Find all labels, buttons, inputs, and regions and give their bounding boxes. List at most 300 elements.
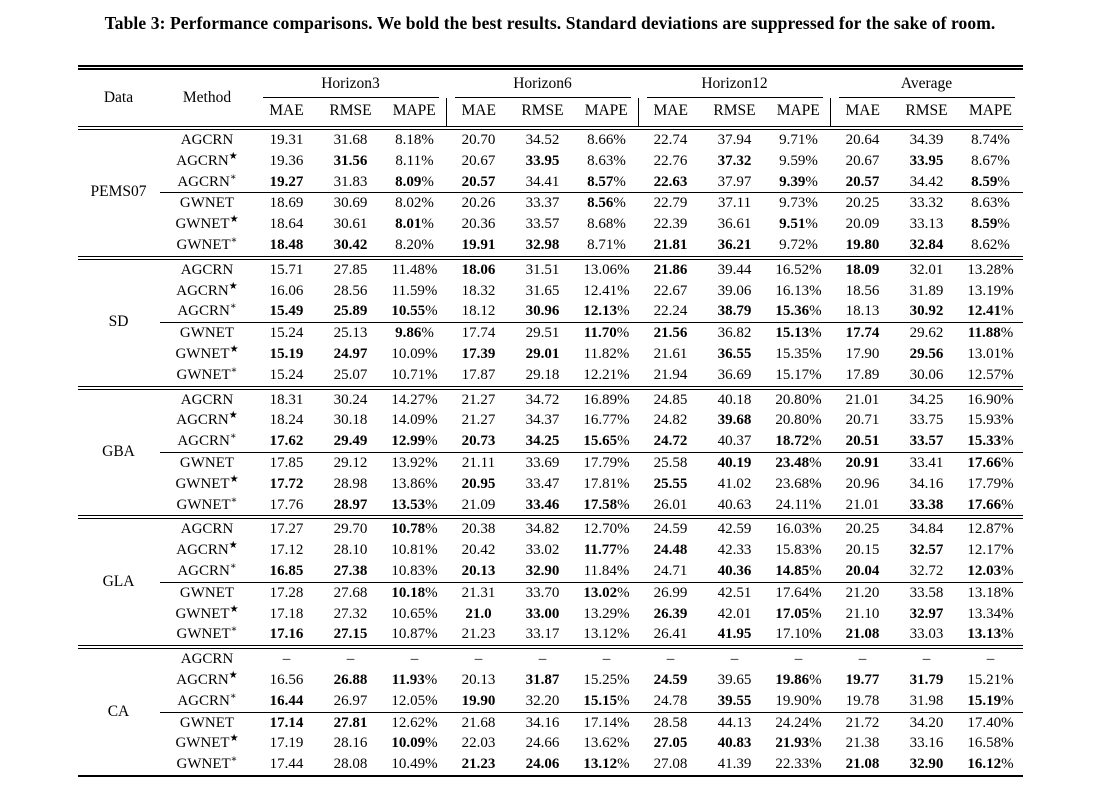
metric-value: 16.58% (967, 735, 1014, 752)
metric-value: 24.24% (767, 712, 831, 733)
metric-value: – (767, 647, 831, 670)
metric-value: 12.13% (583, 303, 630, 320)
metric-value: 30.61 (333, 216, 368, 233)
star-marker: ★ (229, 343, 239, 355)
metric-value: 27.85 (319, 258, 383, 281)
metric-value: 8.56% (575, 193, 639, 214)
metric-value: 12.87% (959, 517, 1023, 540)
metric-value: 21.20 (831, 582, 895, 603)
metric-value: 22.79 (639, 193, 703, 214)
method-label: GWNET∗ (176, 624, 238, 643)
metric-value: – (831, 647, 895, 670)
metric-value: 15.24 (255, 323, 319, 344)
metric-value: 20.26 (447, 193, 511, 214)
metric-value: 8.02% (383, 193, 447, 214)
metric-value: 15.35% (775, 345, 822, 362)
metric-value: 29.12 (319, 452, 383, 473)
star-marker: ★ (228, 410, 238, 422)
metric-value: 34.37 (525, 412, 560, 429)
metric-value: 15.15% (583, 692, 630, 709)
metric-value: 11.88% (959, 323, 1023, 344)
metric-value: 29.49 (333, 433, 368, 450)
metric-value: 23.48% (767, 452, 831, 473)
metric-value: 12.05% (391, 692, 438, 709)
metric-value: 21.11 (447, 452, 511, 473)
metric-value: 8.59% (971, 173, 1010, 190)
metric-value: 17.12 (269, 542, 304, 559)
method-label: GWNET∗ (176, 364, 238, 383)
metric-value: 24.06 (525, 756, 560, 773)
metric-value: 22.03 (461, 735, 496, 752)
metric-value: 17.66% (959, 452, 1023, 473)
col-group-average-label: Average (839, 75, 1015, 98)
metric-value: 21.10 (845, 605, 880, 622)
table-row (78, 193, 1023, 214)
col-header-rmse: RMSE (319, 98, 383, 128)
col-group-horizon6 (447, 68, 639, 99)
metric-value: 17.40% (959, 712, 1023, 733)
metric-value: 34.20 (895, 712, 959, 733)
asterisk-marker: ∗ (230, 754, 238, 766)
metric-value: 19.86% (775, 671, 822, 688)
metric-value: 13.18% (959, 582, 1023, 603)
metric-value: 10.55% (391, 303, 438, 320)
metric-value: 8.67% (971, 152, 1010, 169)
metric-value: 32.20 (525, 692, 560, 709)
metric-value: 20.42 (461, 542, 496, 559)
metric-value: 33.41 (895, 452, 959, 473)
metric-value: 25.55 (653, 475, 688, 492)
metric-value: 17.19 (269, 735, 304, 752)
metric-value: – (319, 647, 383, 670)
metric-value: 13.34% (967, 605, 1014, 622)
metric-value: 20.25 (831, 193, 895, 214)
table-row (78, 582, 1023, 603)
metric-value: 17.74 (447, 323, 511, 344)
metric-value: 12.62% (383, 712, 447, 733)
metric-value: 13.13% (967, 626, 1014, 643)
metric-value: 39.55 (717, 692, 752, 709)
metric-value: 32.01 (895, 258, 959, 281)
metric-value: 30.42 (333, 236, 368, 253)
table-row (78, 388, 1023, 411)
metric-value: 41.02 (717, 475, 752, 492)
metric-value: 16.03% (767, 517, 831, 540)
metric-value: 18.69 (255, 193, 319, 214)
metric-value: 19.27 (269, 173, 304, 190)
metric-value: 19.91 (461, 236, 496, 253)
table-row (78, 452, 1023, 473)
metric-value: 13.19% (967, 282, 1014, 299)
metric-value: 18.31 (255, 388, 319, 411)
method-label: AGCRN∗ (177, 171, 237, 190)
metric-value: 20.96 (845, 475, 880, 492)
metric-value: 9.59% (779, 152, 818, 169)
metric-value: 10.18% (383, 582, 447, 603)
metric-value: 15.17% (775, 366, 822, 383)
metric-value: 16.85 (269, 562, 304, 579)
metric-value: 15.13% (767, 323, 831, 344)
metric-value: 21.93% (775, 735, 822, 752)
metric-value: 31.83 (333, 173, 368, 190)
metric-value: 29.62 (895, 323, 959, 344)
asterisk-marker: ∗ (230, 234, 238, 246)
metric-value: 21.01 (831, 388, 895, 411)
metric-value: 36.69 (717, 366, 752, 383)
metric-value: 20.57 (461, 173, 496, 190)
star-marker: ★ (229, 214, 239, 226)
metric-value: 30.69 (319, 193, 383, 214)
metric-value: 18.56 (845, 282, 880, 299)
metric-value: 14.09% (391, 412, 438, 429)
metric-value: 19.77 (845, 671, 880, 688)
metric-value: – (959, 647, 1023, 670)
metric-value: 24.48 (653, 542, 688, 559)
metric-value: 11.70% (575, 323, 639, 344)
asterisk-marker: ∗ (229, 560, 237, 572)
asterisk-marker: ∗ (230, 364, 238, 376)
metric-value: 32.90 (909, 756, 944, 773)
metric-value: 17.89 (845, 366, 880, 383)
metric-value: 42.59 (703, 517, 767, 540)
metric-value: 27.08 (653, 756, 688, 773)
metric-value: 33.37 (511, 193, 575, 214)
metric-value: 28.08 (333, 756, 368, 773)
metric-value: 21.56 (639, 323, 703, 344)
metric-value: 13.12% (583, 626, 630, 643)
metric-value: 12.99% (391, 433, 438, 450)
metric-value: 21.23 (461, 626, 496, 643)
metric-value: 9.39% (779, 173, 818, 190)
metric-value: 8.62% (971, 236, 1010, 253)
metric-value: – (575, 647, 639, 670)
metric-value: 21.61 (653, 345, 688, 362)
metric-value: 16.77% (583, 412, 630, 429)
metric-value: 13.62% (583, 735, 630, 752)
metric-value: 11.77% (583, 542, 630, 559)
metric-value: 15.71 (255, 258, 319, 281)
table-row (78, 235, 1023, 258)
metric-value: 8.01% (395, 216, 434, 233)
col-group-horizon12 (639, 68, 831, 99)
metric-value: 14.27% (383, 388, 447, 411)
method-label: AGCRN∗ (177, 560, 237, 579)
metric-value: – (383, 647, 447, 670)
metric-value: 33.69 (511, 452, 575, 473)
table-row (78, 301, 1023, 322)
metric-value: 17.58% (583, 496, 630, 513)
method-label: GWNET (160, 582, 255, 603)
metric-value: 34.84 (895, 517, 959, 540)
metric-value: 34.72 (511, 388, 575, 411)
metric-value: 26.01 (653, 496, 688, 513)
metric-value: 13.29% (583, 605, 630, 622)
metric-value: 15.25% (583, 671, 630, 688)
metric-value: 18.32 (461, 282, 496, 299)
metric-value: 33.70 (511, 582, 575, 603)
metric-value: 15.33% (967, 433, 1014, 450)
metric-value: 26.88 (333, 671, 368, 688)
metric-value: 18.06 (447, 258, 511, 281)
metric-value: 33.46 (525, 496, 560, 513)
metric-value: 8.66% (587, 132, 626, 148)
metric-value: 18.64 (269, 216, 304, 233)
asterisk-marker: ∗ (229, 301, 237, 313)
metric-value: 18.48 (269, 236, 304, 253)
star-marker: ★ (229, 733, 239, 745)
metric-value: 20.25 (831, 517, 895, 540)
table-row (78, 540, 1023, 561)
dataset-label: PEMS07 (90, 183, 147, 201)
metric-value: 17.44 (269, 756, 304, 773)
metric-value: 17.18 (269, 605, 304, 622)
metric-value: 20.51 (845, 433, 880, 450)
metric-value: 29.70 (319, 517, 383, 540)
metric-value: 24.71 (653, 562, 688, 579)
metric-value: 26.97 (333, 692, 368, 709)
metric-value: 10.09% (391, 735, 438, 752)
col-header-mape: MAPE (575, 98, 639, 128)
metric-value: 21.27 (447, 388, 511, 411)
metric-value: 20.80% (775, 412, 822, 429)
metric-value: 8.57% (587, 173, 626, 190)
metric-value: 11.59% (391, 282, 438, 299)
star-marker: ★ (229, 473, 239, 485)
metric-value: 10.49% (391, 756, 438, 773)
star-marker: ★ (228, 280, 238, 292)
col-header-rmse: RMSE (895, 98, 959, 128)
metric-value: 16.56 (269, 671, 304, 688)
metric-value: 21.08 (845, 756, 880, 773)
metric-value: 8.71% (587, 236, 626, 253)
metric-value: 37.32 (717, 152, 752, 169)
metric-value: 21.23 (461, 756, 496, 773)
star-marker: ★ (229, 603, 239, 615)
star-marker: ★ (228, 669, 238, 681)
metric-value: 8.68% (587, 216, 626, 233)
method-label: AGCRN (180, 132, 234, 148)
metric-value: 32.72 (909, 562, 944, 579)
metric-value: 17.10% (775, 626, 822, 643)
method-label: GWNET★ (175, 603, 239, 622)
metric-value: 31.56 (333, 152, 368, 169)
metric-value: 31.79 (909, 671, 944, 688)
col-header-mape: MAPE (767, 98, 831, 128)
metric-value: 40.83 (717, 735, 752, 752)
method-label: AGCRN (160, 647, 255, 670)
metric-value: 33.03 (909, 626, 944, 643)
metric-value: 15.19% (967, 692, 1014, 709)
metric-value: 9.86% (383, 323, 447, 344)
metric-value: 8.59% (971, 216, 1010, 233)
col-header-mape: MAPE (383, 98, 447, 128)
metric-value: – (703, 647, 767, 670)
table-row (78, 474, 1023, 495)
metric-value: 27.15 (333, 626, 368, 643)
metric-value: 15.19 (269, 345, 304, 362)
metric-value: 16.12% (967, 756, 1014, 773)
metric-value: 18.72% (775, 433, 822, 450)
metric-value: 21.31 (447, 582, 511, 603)
metric-value: 17.39 (461, 345, 496, 362)
metric-value: 21.68 (447, 712, 511, 733)
metric-value: 20.36 (461, 216, 496, 233)
metric-value: 32.57 (909, 542, 944, 559)
metric-value: 17.28 (255, 582, 319, 603)
asterisk-marker: ∗ (230, 624, 238, 636)
table-row (78, 128, 1023, 151)
table-row (78, 712, 1023, 733)
metric-value: 15.24 (269, 366, 304, 383)
metric-value: 11.93% (391, 671, 438, 688)
metric-value: 40.36 (717, 562, 752, 579)
table-row (78, 214, 1023, 235)
metric-value: 12.41% (583, 282, 630, 299)
metric-value: 26.39 (653, 605, 688, 622)
metric-value: 33.75 (909, 412, 944, 429)
metric-value: 19.90% (775, 692, 822, 709)
metric-value: 24.78 (653, 692, 688, 709)
metric-value: 27.68 (319, 582, 383, 603)
metric-value: 34.41 (525, 173, 560, 190)
metric-value: 28.97 (333, 496, 368, 513)
method-label: GWNET (160, 193, 255, 214)
metric-value: 12.70% (575, 517, 639, 540)
method-label: AGCRN★ (176, 669, 238, 688)
metric-value: 17.14 (255, 712, 319, 733)
metric-value: 33.02 (525, 542, 560, 559)
metric-value: 21.38 (845, 735, 880, 752)
metric-value: 42.33 (717, 542, 752, 559)
metric-value: 31.65 (525, 282, 560, 299)
metric-value: 20.09 (845, 216, 880, 233)
col-header-mape: MAPE (959, 98, 1023, 128)
table-row (78, 365, 1023, 388)
dataset-label: CA (78, 647, 160, 776)
metric-value: 32.90 (525, 562, 560, 579)
metric-value: 21.27 (461, 412, 496, 429)
metric-value: 17.79% (575, 452, 639, 473)
metric-value: 24.66 (525, 735, 560, 752)
metric-value: 11.84% (583, 562, 630, 579)
metric-value: 22.67 (653, 282, 688, 299)
metric-value: 17.87 (461, 366, 496, 383)
metric-value: 33.58 (895, 582, 959, 603)
metric-value: 20.80% (767, 388, 831, 411)
method-label: AGCRN★ (176, 280, 238, 299)
star-marker: ★ (228, 150, 238, 162)
metric-value: 21.81 (653, 236, 688, 253)
table-row (78, 495, 1023, 518)
metric-value: 33.47 (525, 475, 560, 492)
table-row (78, 172, 1023, 193)
metric-value: 33.13 (909, 216, 944, 233)
metric-value: 19.80 (845, 236, 880, 253)
col-header-mae: MAE (639, 98, 703, 128)
metric-value: 28.58 (639, 712, 703, 733)
metric-value: 27.05 (653, 735, 688, 752)
metric-value: 34.52 (525, 132, 560, 148)
metric-value: 34.25 (525, 433, 560, 450)
star-marker: ★ (228, 540, 238, 552)
metric-value: 33.32 (895, 193, 959, 214)
method-label: GWNET (160, 323, 255, 344)
metric-value: 12.41% (967, 303, 1014, 320)
metric-value: 28.56 (333, 282, 368, 299)
metric-value: 25.58 (639, 452, 703, 473)
metric-value: 17.66% (967, 496, 1014, 513)
metric-value: 8.09% (395, 173, 434, 190)
metric-value: 34.39 (909, 132, 944, 148)
metric-value: 34.82 (511, 517, 575, 540)
metric-value: 9.51% (779, 216, 818, 233)
metric-value: 28.16 (333, 735, 368, 752)
metric-value: 19.78 (845, 692, 880, 709)
metric-value: 22.39 (653, 216, 688, 233)
metric-value: 15.21% (967, 671, 1014, 688)
metric-value: 21.09 (461, 496, 496, 513)
metric-value: 9.73% (767, 193, 831, 214)
metric-value: 17.74 (831, 323, 895, 344)
metric-value: 27.38 (333, 562, 368, 579)
metric-value: 30.96 (525, 303, 560, 320)
metric-value: – (255, 647, 319, 670)
asterisk-marker: ∗ (229, 171, 237, 183)
metric-value: 34.16 (909, 475, 944, 492)
metric-value: 38.79 (717, 303, 752, 320)
metric-value: 37.94 (717, 132, 752, 148)
metric-value: 10.65% (391, 605, 438, 622)
method-label: GWNET∗ (176, 234, 238, 253)
metric-value: 20.70 (461, 132, 496, 148)
metric-value: 15.93% (967, 412, 1014, 429)
metric-value: 17.64% (767, 582, 831, 603)
metric-value: 20.95 (461, 475, 496, 492)
metric-value: 44.13 (703, 712, 767, 733)
metric-value: 26.41 (653, 626, 688, 643)
col-header-method: Method (160, 68, 255, 129)
metric-value: 36.21 (717, 236, 752, 253)
col-header-rmse: RMSE (703, 98, 767, 128)
metric-value: 40.63 (717, 496, 752, 513)
metric-value: 20.38 (447, 517, 511, 540)
header-group-row (78, 68, 1023, 99)
metric-value: 32.84 (909, 236, 944, 253)
metric-value: 30.92 (909, 303, 944, 320)
metric-value: 40.19 (703, 452, 767, 473)
metric-value: 9.72% (779, 236, 818, 253)
metric-value: 13.01% (967, 345, 1014, 362)
metric-value: 24.59 (653, 671, 688, 688)
metric-value: 23.68% (775, 475, 822, 492)
metric-value: 24.85 (639, 388, 703, 411)
metric-value: 20.13 (461, 562, 496, 579)
metric-value: 29.18 (525, 366, 560, 383)
metric-value: 9.71% (779, 132, 818, 148)
metric-value: 31.87 (525, 671, 560, 688)
metric-value: 37.97 (717, 173, 752, 190)
results-table (78, 65, 1023, 777)
dataset-label: SD (78, 258, 160, 388)
metric-value: 33.17 (525, 626, 560, 643)
table-row (78, 691, 1023, 712)
metric-value: 17.62 (269, 433, 304, 450)
metric-value: 8.63% (959, 193, 1023, 214)
metric-value: – (895, 647, 959, 670)
metric-value: 42.01 (717, 605, 752, 622)
metric-value: 10.87% (391, 626, 438, 643)
metric-value: 11.82% (583, 345, 630, 362)
